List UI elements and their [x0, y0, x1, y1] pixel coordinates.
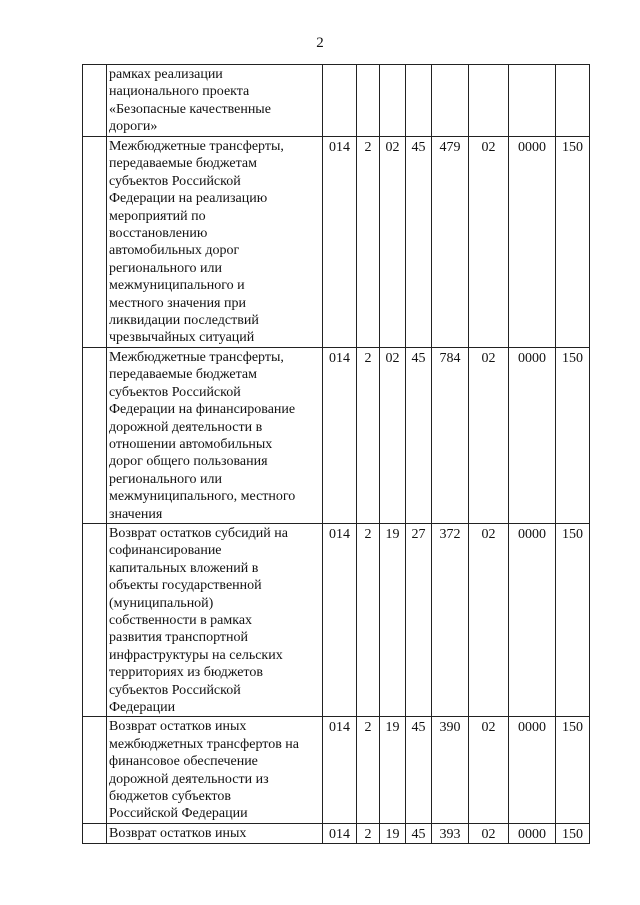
code-cell-economic: 150 — [556, 823, 590, 843]
code-cell-article: 45 — [406, 823, 432, 843]
code-cell-group: 2 — [357, 137, 380, 348]
code-cell-subarticle: 390 — [432, 717, 469, 823]
code-cell-subgroup: 02 — [380, 137, 406, 348]
description-line: объекты государственной — [109, 578, 262, 594]
row-marker-cell — [83, 347, 107, 523]
row-marker-cell — [83, 65, 107, 137]
row-marker-cell — [83, 137, 107, 348]
description-line: передаваемые бюджетам — [109, 156, 257, 172]
description-line: межмуниципального, местного — [109, 489, 296, 505]
code-cell-element: 02 — [469, 523, 509, 716]
description-line: Возврат остатков субсидий на — [109, 525, 288, 541]
description-line: передаваемые бюджетам — [109, 367, 257, 383]
table-row — [83, 347, 590, 523]
description-cell — [107, 137, 323, 348]
code-cell-group: 2 — [357, 717, 380, 823]
code-cell-program: 0000 — [509, 347, 556, 523]
code-cell-group: 2 — [357, 347, 380, 523]
description-cell — [107, 523, 323, 716]
code-cell-article: 27 — [406, 523, 432, 716]
description-line: регионального или — [109, 260, 223, 276]
description-line: Федерации — [109, 700, 176, 715]
description-line: чрезвычайных ситуаций — [109, 330, 255, 346]
code-cell-program: 0000 — [509, 137, 556, 348]
description-line: софинансирование — [109, 543, 222, 559]
code-cell-article: 45 — [406, 717, 432, 823]
description-line: «Безопасные качественные — [109, 101, 271, 117]
description-line: дорожной деятельности из — [109, 771, 269, 787]
code-cell-subgroup: 19 — [380, 823, 406, 843]
description-line: межбюджетных трансфертов на — [109, 736, 300, 752]
description-line: отношении автомобильных — [109, 436, 273, 452]
description-line: ликвидации последствий — [109, 313, 259, 329]
description-line: финансовое обеспечение — [109, 754, 258, 770]
budget-classification-table — [82, 64, 590, 844]
description-line: автомобильных дорог — [109, 243, 240, 259]
page-number: 2 — [316, 35, 324, 51]
code-cell-element: 02 — [469, 137, 509, 348]
code-cell-economic: 150 — [556, 523, 590, 716]
description-cell — [107, 717, 323, 823]
code-cell-group: 2 — [357, 823, 380, 843]
code-cell-program: 0000 — [509, 823, 556, 843]
description-line: Федерации на финансирование — [109, 402, 296, 418]
description-line: развития транспортной — [109, 630, 249, 646]
description-cell — [107, 823, 323, 843]
code-cell-program — [509, 65, 556, 137]
code-cell-element — [469, 65, 509, 137]
description-line: межмуниципального и — [109, 278, 245, 294]
description-line: территориях из бюджетов — [109, 665, 263, 681]
description-line: местного значения при — [109, 295, 246, 311]
description-line: Межбюджетные трансферты, — [109, 349, 284, 365]
code-cell-subarticle — [432, 65, 469, 137]
description-line: регионального или — [109, 471, 223, 487]
code-cell-group: 2 — [357, 523, 380, 716]
code-cell-subarticle: 784 — [432, 347, 469, 523]
code-cell-subarticle: 479 — [432, 137, 469, 348]
code-cell-subgroup: 19 — [380, 717, 406, 823]
table-row — [83, 823, 590, 843]
code-cell-program: 0000 — [509, 523, 556, 716]
code-cell-admin — [323, 65, 357, 137]
description-line: инфраструктуры на сельских — [109, 647, 283, 663]
code-cell-economic: 150 — [556, 137, 590, 348]
description-line: Межбюджетные трансферты, — [109, 139, 284, 154]
description-line: рамках реализации — [109, 67, 223, 82]
table-row — [83, 65, 590, 137]
code-cell-economic — [556, 65, 590, 137]
table-row — [83, 523, 590, 716]
description-line: собственности в рамках — [109, 612, 253, 628]
code-cell-program: 0000 — [509, 717, 556, 823]
description-line: Возврат остатков иных — [109, 825, 247, 841]
description-line: национального проекта — [109, 84, 250, 100]
code-cell-article: 45 — [406, 347, 432, 523]
code-cell-subgroup: 19 — [380, 523, 406, 716]
description-line: мероприятий по — [109, 208, 206, 224]
code-cell-admin: 014 — [323, 823, 357, 843]
row-marker-cell — [83, 717, 107, 823]
code-cell-economic: 150 — [556, 717, 590, 823]
code-cell-admin: 014 — [323, 523, 357, 716]
code-cell-article: 45 — [406, 137, 432, 348]
code-cell-subarticle: 372 — [432, 523, 469, 716]
table-body — [83, 65, 590, 844]
row-marker-cell — [83, 523, 107, 716]
code-cell-element: 02 — [469, 347, 509, 523]
code-cell-admin: 014 — [323, 717, 357, 823]
description-line: (муниципальной) — [109, 595, 214, 611]
code-cell-subarticle: 393 — [432, 823, 469, 843]
code-cell-element: 02 — [469, 717, 509, 823]
description-line: субъектов Российской — [109, 173, 241, 189]
code-cell-subgroup — [380, 65, 406, 137]
table-row — [83, 717, 590, 823]
description-line: Возврат остатков иных — [109, 719, 247, 735]
description-line: значения — [109, 506, 163, 522]
description-line: дорожной деятельности в — [109, 419, 263, 435]
code-cell-subgroup: 02 — [380, 347, 406, 523]
description-line: восстановлению — [109, 226, 208, 242]
row-marker-cell — [83, 823, 107, 843]
code-cell-group — [357, 65, 380, 137]
code-cell-article — [406, 65, 432, 137]
description-line: субъектов Российской — [109, 682, 241, 698]
description-line: Российской Федерации — [109, 806, 248, 822]
description-line: бюджетов субъектов — [109, 789, 231, 805]
description-line: субъектов Российской — [109, 384, 241, 400]
table-row — [83, 137, 590, 348]
description-line: капитальных вложений в — [109, 560, 259, 576]
description-line: дорог общего пользования — [109, 454, 268, 470]
code-cell-element: 02 — [469, 823, 509, 843]
description-cell — [107, 65, 323, 137]
code-cell-admin: 014 — [323, 347, 357, 523]
code-cell-economic: 150 — [556, 347, 590, 523]
description-cell — [107, 347, 323, 523]
description-line: дороги» — [109, 119, 158, 135]
code-cell-admin: 014 — [323, 137, 357, 348]
description-line: Федерации на реализацию — [109, 191, 268, 207]
